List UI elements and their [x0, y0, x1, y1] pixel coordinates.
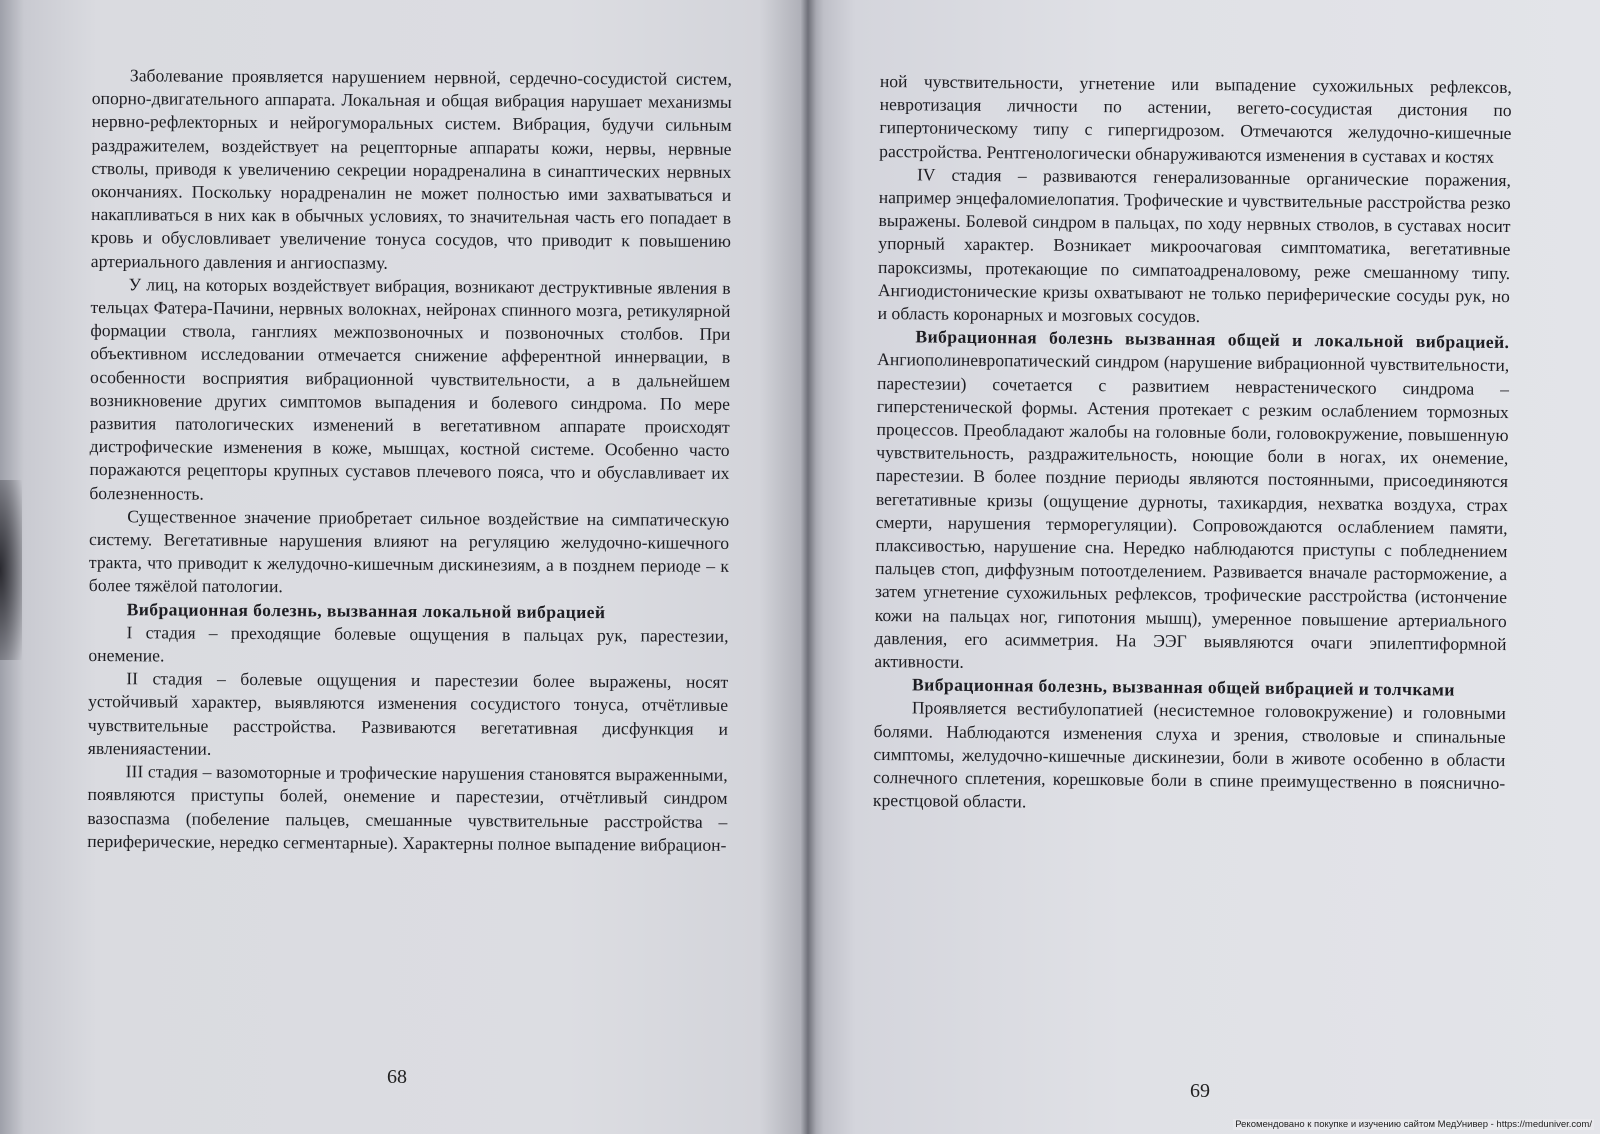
page-number: 68 [387, 1066, 407, 1088]
left-page-text [87, 64, 732, 857]
watermark-note: Рекомендовано к покупке и изучению сайтом МедУнивер - https://meduniver.com/ [1235, 1119, 1592, 1130]
book-gutter [800, 0, 816, 1134]
paragraph: Существенное значение приобретает сильное воздействие на симпатическую систему. Вегетативные нарушения влияют на регуляцию желудочно-кишечного тракта, что приводит к желудочно-кишечным дискинезиям, а в позднем периоде – к более тяжёлой патологии. [88, 506, 730, 597]
section-heading: Вибрационная болезнь, вызванная локальной вибрацией [126, 598, 606, 622]
continued-paragraph: ной чувствительности, угнетение или выпадение сухожильных рефлексов, невротизация личности по астении, вегето-сосудистая дистония по гипертоническому типу с гипергидрозом. Отмечаются желудочно-кишечные расстройства. Рентгенологически обнаруживаются изменения в суставах и костях [879, 70, 1512, 167]
section-heading: Вибрационная болезнь вызванная общей и локальной вибрацией. [915, 326, 1510, 353]
right-page [808, 0, 1600, 1134]
stage-paragraph: II стадия – болевые ощущения и парестезии более выражены, носят устойчивый характер, выявляются изменения сосудистого тонуса, отчётливые чувствительные расстройства. Развиваются вегетативная дисфункция и явленияастении. [87, 668, 729, 759]
right-page-text [873, 70, 1512, 819]
stage-paragraph: III стадия – вазомоторные и трофические нарушения становятся выраженными, появляются приступы болей, онемение и парестезии, отчётливый синдром вазоспазма (побеление пальцев, смешанные чувствительные расстройства – периферические, нередко сегментарные). Характерны полное выпадение вибрацион- [87, 761, 728, 855]
thumb-shadow [0, 480, 22, 660]
section-paragraph [874, 325, 1509, 679]
section-heading: Вибрационная болезнь, вызванная общей вибрацией и толчками [912, 674, 1455, 700]
paragraph: Заболевание проявляется нарушением нервной, сердечно-сосудистой систем, опорно-двигательного аппарата. Локальная и общая вибрация нарушает механизмы нервно-рефлекторных и нейрогуморальных систем. Вибрация, будучи сильным раздражителем, воздействует на рецепторные аппараты кожи, нервы, нервные стволы, приводя к увеличению секреции норадреналина в синаптических нервных окончаниях. Поскольку норадреналин не может полностью ими захватываться и накапливаться в них как в обычных условиях, то значительная часть его попадает в кровь и обусловливает увеличение тонуса сосудов, что приводит к повышению артериального давления и ангиоспазму. [90, 65, 732, 273]
page-number: 69 [1190, 1080, 1210, 1102]
section-body: Проявляется вестибулопатией (несистемное головокружение) и головными болями. Наблюдаются изменения слуха и зрения, стволовые и спинальные симптомы, желудочно-кишечные дискинезии, боли в животе особенно в области солнечного сплетения, корешковые боли в спине преимущественно в пояснично-крестцовой области. [872, 697, 1506, 812]
stage-paragraph: IV стадия – развиваются генерализованные органические поражения, например энцефаломиелопатия. Трофические и чувствительные расстройства резко выражены. Болевой синдром в пальцах, по ходу нервных стволов, в суставах носит упорный характер. Возникает микроочаговая симптоматика, вегетативные пароксизмы, протекающие по симпатоадреналовому, реже смешанному типу. Ангиодистонические кризы охватывают не только периферические сосуды рук, но и область коронарных и мозговых сосудов. [877, 164, 1512, 327]
stage-paragraph: I стадия – преходящие болевые ощущения в пальцах рук, парестезии, онемение. [88, 622, 729, 666]
paragraph: У лиц, на которых воздействует вибрация, возникают деструктивные явления в тельцах Фатера-Пачини, нервных волокнах, нейронах спинного мозга, ретикулярной формации ствола, ганглиях межпозвоночных и позвоночных столбов. При объективном исследовании отмечается снижение афферентной иннервации, в особенности восприятия вибрационной чувствительности, а в дальнейшем возникновение других симптомов выпадения и болевого синдрома. По мере развития патологических изменений в вегетативном аппарате происходят дистрофические изменения в коже, мышцах, костной системе. Особенно часто поражаются рецепторы крупных суставов плечевого пояса, что и обуславливает их болезненность. [89, 274, 731, 504]
section-body: Ангиополиневропатический синдром (нарушение вибрационной чувствительности, парестезии) сочетается с развитием неврастенического синдрома – гиперстенической формы. Астения протекает с резким ослаблением тормозных процессов. Преобладают жалобы на головные боли, головокружение, повышенную чувствительность, раздражительность, ноющие боли в ногах, их онемение, парестезии. В более поздние периоды являются постоянными, присоединяются вегетативные кризы (ощущение дурноты, тахикардия, нехватка воздуха, страх смерти, нарушения терморегуляции). Сопровождаются ослаблением памяти, плаксивостью, нарушение сна. Нередко наблюдаются приступы с побледнением пальцев стоп, диффузным потоотделением. Развивается вначале расторможение, а затем угнетение сухожильных рефлексов, трофические расстройства (истончение кожи на пальцах ног, гипотония мышц), умеренное повышение артериального давления, его асимметрия. На ЭЭГ выявляются очаги эпилептиформной активности. [874, 349, 1510, 672]
